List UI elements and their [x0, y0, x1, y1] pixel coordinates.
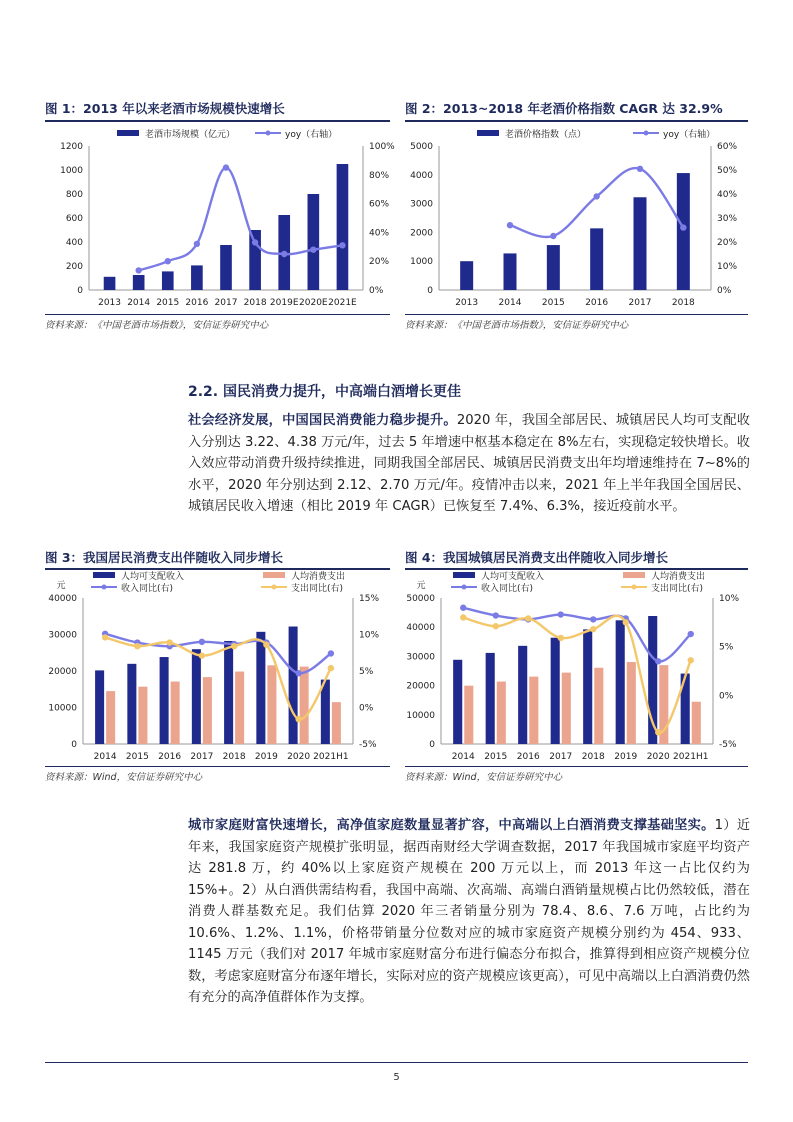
legend-marker-3 [632, 585, 637, 590]
y2-tick-0: -5% [719, 740, 737, 750]
bar-2018 [249, 230, 261, 290]
y2-tick-3: 10% [719, 594, 740, 604]
bar-2015 [547, 245, 560, 290]
paragraph-household-wealth [188, 815, 750, 1009]
series-point-0-5 [281, 251, 287, 257]
bar2-2014 [464, 686, 473, 744]
y-tick-5: 1000 [60, 166, 83, 176]
y2-tick-4: 15% [359, 594, 380, 604]
legend-label-2: 收入同比(右) [481, 584, 534, 594]
y-tick-1: 10000 [406, 710, 435, 721]
series-point-1-0 [460, 614, 466, 620]
bar-2015 [486, 653, 495, 744]
legend-label-1: 人均消费支出 [651, 572, 706, 582]
bar-2014 [133, 275, 145, 290]
series-point-1-1 [134, 643, 140, 649]
y-tick-4: 40000 [406, 623, 435, 634]
legend-marker-1 [266, 131, 271, 136]
series-point-1-2 [525, 615, 531, 621]
x-tick-2013: 2013 [98, 298, 122, 308]
series-point-1-6 [655, 729, 661, 735]
y-tick-4: 4000 [410, 170, 433, 181]
x-tick-2017: 2017 [628, 298, 652, 308]
bar2-2019 [627, 662, 636, 744]
legend-label-1: yoy（右轴） [285, 130, 338, 140]
legend-swatch-0 [477, 130, 499, 136]
y2-tick-1: 10% [717, 262, 738, 272]
legend-swatch-0 [453, 572, 475, 578]
legend-label-1: 人均消费支出 [291, 572, 346, 582]
bar2-2020 [300, 667, 309, 744]
figure-1-chart [45, 122, 395, 312]
series-point-0-2 [194, 241, 200, 247]
paragraph-2-lead: 城市家庭财富快速增长，高净值家庭数量显著扩容，中高端以上白酒消费支撑基础坚实。 [188, 818, 715, 833]
bar2-2019 [267, 665, 276, 744]
x-tick-2016: 2016 [158, 752, 182, 762]
series-point-1-5 [263, 642, 269, 648]
x-tick-2014: 2014 [93, 752, 117, 762]
bar-2017 [634, 197, 647, 290]
series-point-1-3 [199, 652, 205, 658]
paragraph-2-body: 1）近年来，我国家庭资产规模扩张明显，据西南财经大学调查数据，2017 年我国城市家庭平均资产达 281.8 万，约 40%以上家庭资产规模在 200 万元以上，而 2013 年这一占比仅约为 15%+。2）从白酒供需结构看，我国中高端、次高端、高端白酒销量规模占比仍然较低，潜在消费人群基数充足。我们估算 2020 年三者销量分别为 78.4、8.6、7.6 万吨，占比约为 10.6%、1.2%、1.1%，价格带销量分位数对应的城市家庭资产规模分别约为 454、933、1145 万元（我们对 2017 年城市家庭财富分布进行偏态分布拟合，推算得到相应资产规模分位数，考虑家庭财富分布逐年增长，实际对应的资产规模应该更高），可见中高端以上白酒消费仍然有充分的高净值群体作为支撑。 [188, 818, 751, 1005]
bar2-2017 [562, 673, 571, 744]
legend-marker-1 [644, 131, 649, 136]
paragraph-1-lead: 社会经济发展，中国国民消费能力稳步提升。 [188, 413, 457, 428]
bar-2020E [308, 194, 320, 290]
bar-2017 [192, 649, 201, 744]
x-tick-2014: 2014 [127, 298, 151, 308]
series-point-1-4 [590, 626, 596, 632]
y-tick-1: 10000 [48, 703, 77, 714]
x-tick-2021H1: 2021H1 [313, 752, 349, 762]
y2-tick-0: -5% [359, 740, 377, 750]
x-tick-2020: 2020 [646, 752, 670, 762]
y-tick-3: 600 [65, 214, 83, 224]
series-point-1-4 [231, 643, 237, 649]
bar2-2018 [594, 668, 603, 744]
x-tick-2019: 2019 [614, 752, 638, 762]
y2-tick-3: 30% [717, 214, 738, 224]
y-tick-3: 3000 [410, 199, 433, 210]
x-tick-2019E: 2019E [269, 298, 299, 308]
y-tick-3: 30000 [406, 652, 435, 663]
legend-label-3: 支出同比(右) [291, 584, 344, 594]
bar-2018 [677, 173, 690, 290]
legend-marker-3 [272, 585, 277, 590]
x-tick-2017: 2017 [190, 752, 214, 762]
y2-tick-5: 50% [717, 166, 738, 176]
x-tick-2013: 2013 [455, 298, 479, 308]
bar-2013 [104, 277, 116, 290]
series-point-0-4 [680, 224, 686, 230]
figure-2-title: 图 2：2013~2018 年老酒价格指数 CAGR 达 32.9% [405, 101, 723, 116]
series-point-1-0 [102, 634, 108, 640]
series-point-0-3 [558, 611, 564, 617]
bar2-2018 [235, 672, 244, 744]
y-tick-4: 800 [65, 190, 83, 200]
figure-1-source: 资料来源：《中国老酒市场指数》，安信证券研究中心 [45, 320, 269, 331]
series-point-0-3 [199, 639, 205, 645]
y2-tick-3: 60% [369, 199, 390, 210]
figure-2-source: 资料来源：《中国老酒市场指数》，安信证券研究中心 [405, 320, 629, 331]
x-tick-2018: 2018 [581, 752, 605, 762]
series-point-0-3 [223, 164, 229, 170]
y2-tick-0: 0% [717, 286, 732, 296]
y-tick-0: 0 [429, 740, 435, 750]
series-point-0-7 [328, 650, 334, 656]
series-point-1-3 [558, 635, 564, 641]
figure-3-chart [45, 568, 390, 764]
series-point-1-1 [493, 623, 499, 629]
figure-3-title: 图 3：我国居民消费支出伴随收入同步增长 [45, 550, 284, 565]
series-point-1-7 [328, 665, 334, 671]
y-tick-2: 2000 [410, 228, 433, 239]
x-tick-2015: 2015 [156, 298, 180, 308]
bar-2017 [551, 638, 560, 744]
series-point-0-0 [460, 605, 466, 611]
x-tick-2018: 2018 [671, 298, 695, 308]
series-point-1-2 [166, 639, 172, 645]
y2-tick-2: 40% [369, 228, 390, 239]
figure-1-title: 图 1：2013 年以来老酒市场规模快速增长 [45, 101, 285, 116]
series-line-0 [510, 168, 683, 237]
legend-marker-2 [462, 585, 467, 590]
y-tick-3: 30000 [48, 630, 77, 641]
x-tick-2016: 2016 [516, 752, 540, 762]
bar2-2017 [203, 677, 212, 744]
y-tick-4: 40000 [48, 594, 77, 604]
series-point-0-4 [590, 616, 596, 622]
figure-1-bottom-rule [45, 314, 390, 315]
series-point-1-7 [688, 657, 694, 663]
y2-tick-2: 20% [717, 238, 738, 248]
paragraph-1-body: 2020 年，我国全部居民、城镇居民人均可支配收入分别达 3.22、4.38 万元/年，过去 5 年增速中枢基本稳定在 8%左右，实现稳定较快增长。收入效应带动消费升级持续推进，同期我国全部居民、城镇居民消费支出年均增速维持在 7~8%的水平，2020 年分别达到 2.12、2.70 万元/年。疫情冲击以来，2021 年上半年我国全国居民、城镇居民收入增速（相比 2019 年 CAGR）已恢复至 7.4%、6.3%，接近疫前水平。 [188, 413, 750, 514]
x-tick-2015: 2015 [125, 752, 149, 762]
y2-tick-1: 0% [719, 691, 734, 702]
legend-label-0: 老酒价格指数（点） [505, 130, 587, 140]
bar2-2014 [106, 691, 115, 744]
page-number: 5 [393, 1072, 400, 1083]
bar-2015 [162, 271, 174, 290]
figure-2-chart [405, 122, 748, 312]
series-point-0-1 [165, 258, 171, 264]
y2-tick-6: 60% [717, 142, 738, 152]
y2-tick-5: 100% [369, 142, 395, 152]
bar2-2016 [529, 677, 538, 744]
bar2-2015 [497, 682, 506, 744]
figure-2-bottom-rule [405, 314, 748, 315]
x-tick-2020: 2020 [287, 752, 311, 762]
series-point-0-6 [655, 658, 661, 664]
bar-2020 [289, 627, 298, 744]
figure-3-bottom-rule [45, 766, 390, 767]
bar-2013 [460, 261, 473, 290]
figure-4-chart [405, 568, 748, 764]
y-tick-5: 50000 [406, 594, 435, 604]
figure-4-bottom-rule [405, 766, 748, 767]
bar-2016 [518, 646, 527, 744]
x-tick-2015: 2015 [541, 298, 565, 308]
bar-2015 [127, 664, 136, 744]
bar-2014 [453, 660, 462, 744]
figure-3-source: 资料来源：Wind，安信证券研究中心 [45, 772, 203, 783]
bar-2018 [583, 629, 592, 744]
paragraph-consumption-power [188, 410, 750, 518]
y-tick-2: 400 [65, 238, 83, 248]
page-footer-rule [45, 1062, 748, 1063]
figure-4-source: 资料来源：Wind，安信证券研究中心 [405, 772, 563, 783]
bar2-2021H1 [332, 702, 341, 744]
bar-2016 [160, 657, 169, 744]
y-tick-0: 0 [71, 740, 77, 750]
x-tick-2016: 2016 [185, 298, 209, 308]
x-tick-2021H1: 2021H1 [673, 752, 709, 762]
legend-label-0: 人均可支配收入 [481, 572, 545, 582]
bar2-2015 [138, 687, 147, 744]
y2-tick-0: 0% [369, 286, 384, 296]
series-point-0-3 [637, 166, 643, 172]
legend-swatch-1 [263, 572, 285, 578]
legend-label-3: 支出同比(右) [651, 584, 704, 594]
series-point-0-0 [507, 222, 513, 228]
x-tick-2016: 2016 [585, 298, 609, 308]
y-axis-unit: 元 [416, 581, 426, 591]
legend-label-0: 老酒市场规模（亿元） [145, 130, 236, 140]
x-tick-2017: 2017 [214, 298, 238, 308]
figure-4-title: 图 4：我国城镇居民消费支出伴随收入同步增长 [405, 550, 669, 565]
x-tick-2014: 2014 [451, 752, 475, 762]
legend-swatch-0 [117, 130, 139, 136]
bar-2019 [256, 632, 265, 744]
legend-label-1: yoy（右轴） [663, 130, 716, 140]
x-tick-2015: 2015 [484, 752, 508, 762]
y-tick-5: 5000 [410, 142, 433, 152]
x-tick-2021E: 2021E [328, 298, 357, 308]
x-tick-2018: 2018 [222, 752, 246, 762]
series-point-1-6 [295, 716, 301, 722]
x-tick-2020E: 2020E [299, 298, 328, 308]
x-tick-2019: 2019 [254, 752, 278, 762]
y-axis-unit: 元 [56, 581, 66, 591]
section-heading: 2.2. 国民消费力提升，中高端白酒增长更佳 [188, 384, 461, 400]
series-point-0-4 [252, 239, 258, 245]
bar-2019 [616, 620, 625, 744]
bar2-2021H1 [692, 702, 701, 744]
y2-tick-3: 10% [359, 630, 380, 641]
series-point-0-1 [493, 612, 499, 618]
y-tick-2: 20000 [48, 667, 77, 677]
legend-label-2: 收入同比(右) [121, 584, 174, 594]
legend-marker-2 [102, 585, 107, 590]
y-tick-1: 200 [65, 262, 83, 272]
legend-label-0: 人均可支配收入 [121, 572, 185, 582]
series-point-1-5 [623, 619, 629, 625]
series-point-0-7 [688, 631, 694, 637]
bar-2014 [95, 670, 104, 744]
bar2-2016 [171, 682, 180, 744]
y2-tick-1: 20% [369, 257, 390, 268]
bar-2018 [224, 641, 233, 744]
y-tick-2: 20000 [406, 681, 435, 692]
series-point-0-7 [339, 242, 345, 248]
y-tick-0: 0 [427, 286, 433, 296]
series-point-0-1 [550, 233, 556, 239]
legend-swatch-1 [623, 572, 645, 578]
legend-swatch-0 [93, 572, 115, 578]
y2-tick-4: 40% [717, 190, 738, 200]
y2-tick-4: 80% [369, 170, 390, 181]
y-tick-0: 0 [77, 286, 83, 296]
series-point-0-6 [295, 670, 301, 676]
series-point-0-6 [310, 246, 316, 252]
bar-2016 [590, 228, 603, 290]
bar-2017 [220, 245, 232, 290]
y-tick-1: 1000 [410, 257, 433, 268]
series-point-0-0 [135, 267, 141, 273]
y2-tick-2: 5% [359, 667, 374, 677]
x-tick-2018: 2018 [243, 298, 267, 308]
x-tick-2014: 2014 [498, 298, 522, 308]
bar-2014 [504, 253, 517, 290]
y2-tick-1: 0% [359, 703, 374, 714]
x-tick-2017: 2017 [549, 752, 573, 762]
bar-2021E [337, 164, 349, 290]
y-tick-6: 1200 [60, 142, 83, 152]
y2-tick-2: 5% [719, 642, 734, 653]
series-point-0-2 [593, 193, 599, 199]
bar-2016 [191, 265, 203, 290]
